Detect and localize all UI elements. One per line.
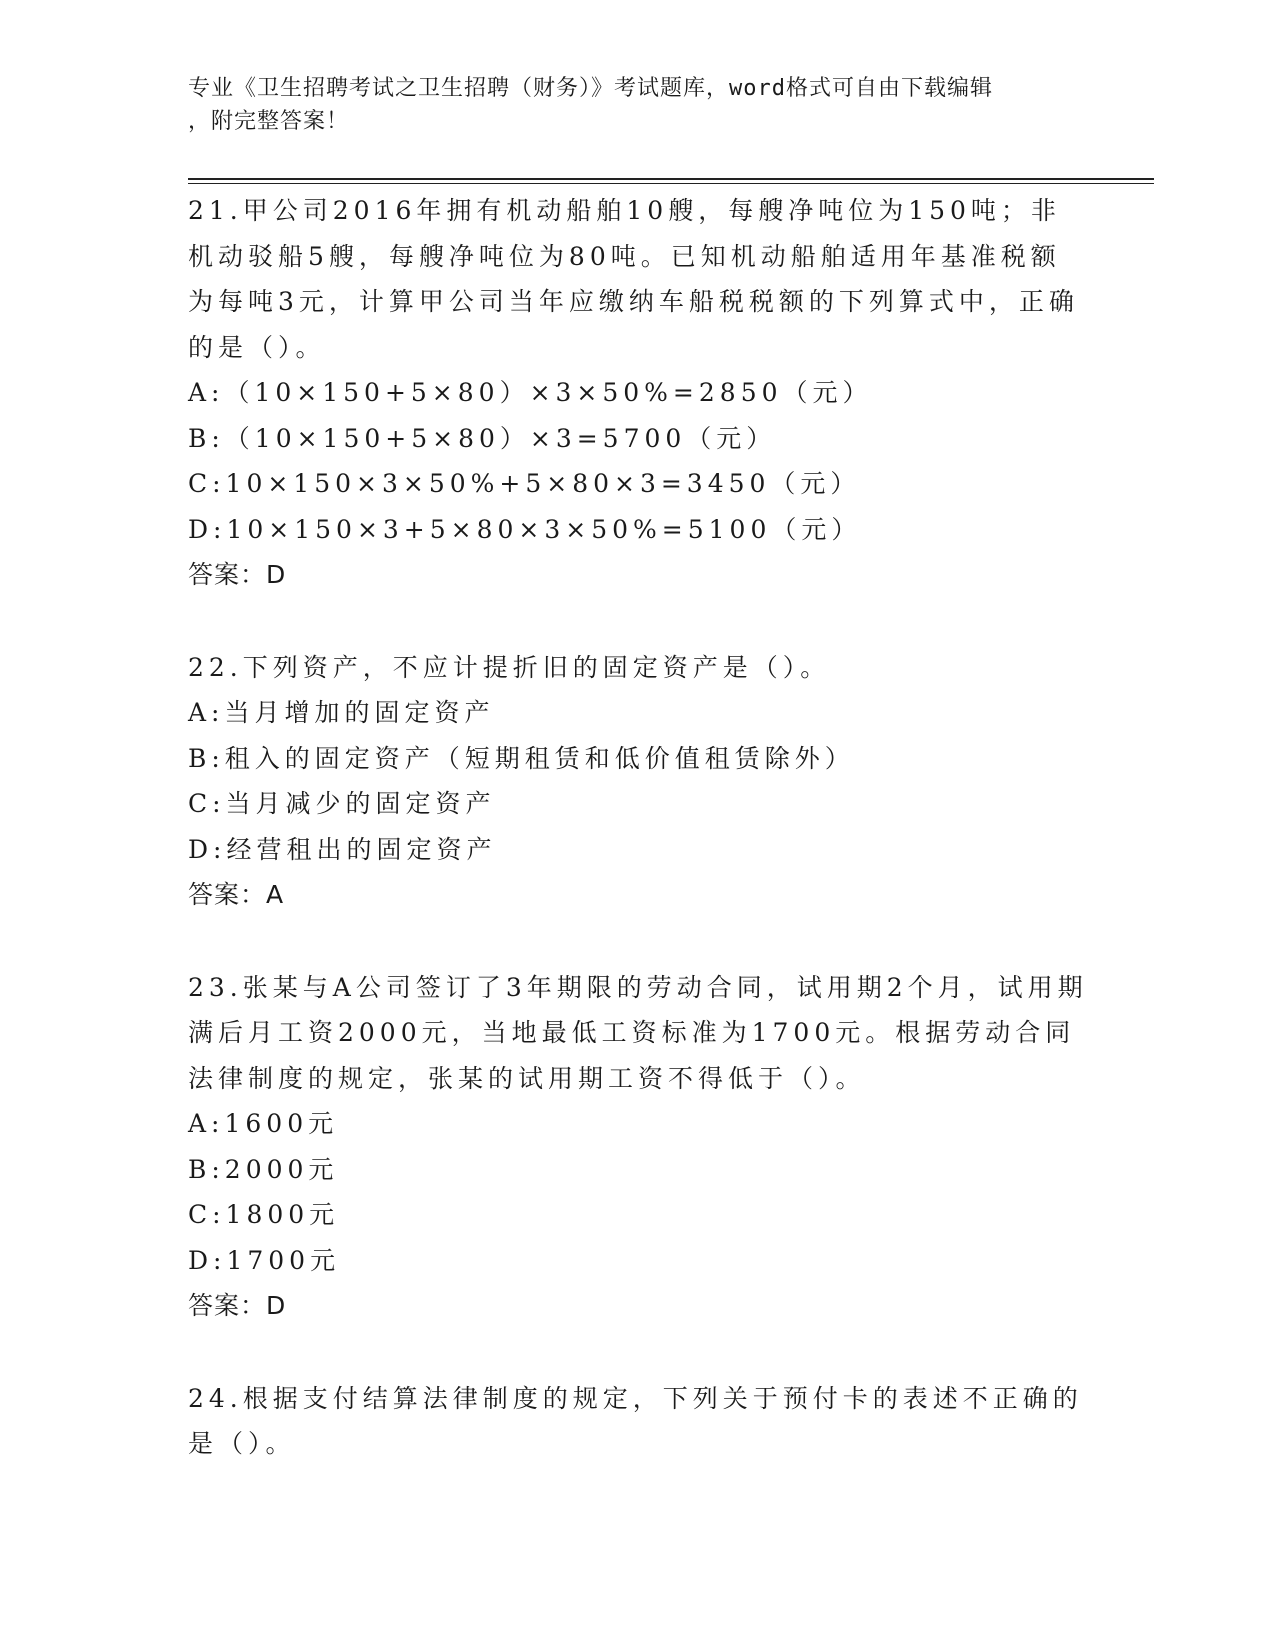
option-b: B:（10×150+5×80）×3=5700（元） [188,423,777,453]
option-d: D:1700元 [188,1245,341,1275]
document-header [188,72,1068,138]
question-21 [188,188,1088,598]
option-a: A:当月增加的固定资产 [188,698,495,727]
header-rule-thin [188,183,1154,184]
option-c: C:10×150×3×50%+5×80×3=3450（元） [188,469,861,498]
option-a: A:（10×150+5×80）×3×50%=2850（元） [188,378,873,407]
question-text: 23.张某与A公司签订了3年期限的劳动合同，试用期2个月，试用期满后月工资2000元，当地最低工资标准为1700元。根据劳动合同法律制度的规定，张某的试用期工资不得低于（）。 [188,972,1088,1093]
question-23 [188,965,1088,1329]
question-24 [188,1376,1088,1467]
header-line-1: 专业《卫生招聘考试之卫生招聘（财务）》考试题库，word格式可自由下载编辑 [188,76,993,101]
question-text: 22.下列资产，不应计提折旧的固定资产是（）。 [188,652,831,682]
answer: 答案：D [188,560,287,589]
header-rule-thick [188,178,1154,180]
question-text: 21.甲公司2016年拥有机动船舶10艘，每艘净吨位为150吨；非机动驳船5艘，每艘净吨位为80吨。已知机动船舶适用年基准税额为每吨3元，计算甲公司当年应缴纳车船税税额的下列算式中，正确的是（）。 [188,196,1079,362]
question-text: 24.根据支付结算法律制度的规定，下列关于预付卡的表述不正确的是（）。 [188,1383,1083,1458]
option-a: A:1600元 [188,1109,339,1138]
option-d: D:10×150×3+5×80×3×50%=5100（元） [188,514,862,544]
option-c: C:1800元 [188,1200,340,1229]
option-c: C:当月减少的固定资产 [188,789,496,818]
option-b: B:2000元 [188,1154,339,1184]
answer: 答案：A [188,880,285,909]
answer: 答案：D [188,1291,287,1320]
option-d: D:经营租出的固定资产 [188,834,497,864]
option-b: B:租入的固定资产（短期租赁和低价值租赁除外） [188,743,855,773]
header-line-2: ，附完整答案！ [188,109,350,134]
question-list [188,188,1088,1467]
question-22 [188,645,1088,918]
